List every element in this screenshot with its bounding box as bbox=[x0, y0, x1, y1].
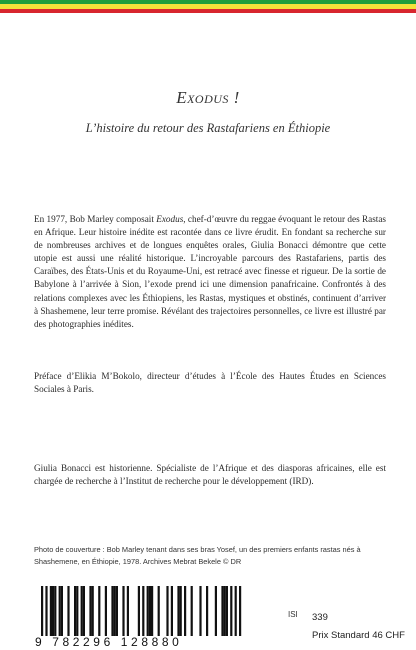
preface-paragraph: Préface d’Elikia M’Bokolo, directeur d’études à l’École des Hautes Études en Sciences Sociales à Paris. bbox=[34, 371, 386, 395]
barcode-bar bbox=[184, 586, 186, 636]
barcode-bar bbox=[76, 586, 78, 636]
red-stripe bbox=[0, 9, 416, 13]
barcode-bar bbox=[142, 586, 144, 636]
book-subtitle: L’histoire du retour des Rastafariens en Éthiopie bbox=[85, 121, 331, 135]
description-intro: En 1977, Bob Marley composait bbox=[34, 214, 157, 224]
barcode-bar bbox=[83, 586, 85, 636]
barcode-bar bbox=[235, 586, 237, 636]
barcode-bar bbox=[147, 586, 149, 636]
barcode-bar bbox=[127, 586, 129, 636]
price-label: Prix Standard 46 CHF bbox=[312, 630, 405, 641]
rasta-color-stripes bbox=[0, 0, 416, 13]
barcode-bar bbox=[191, 586, 193, 636]
price-code: 339 bbox=[312, 612, 328, 623]
barcode-bar bbox=[81, 586, 83, 636]
barcode-bar bbox=[61, 586, 63, 636]
barcode-bar bbox=[116, 586, 118, 636]
barcode-bar bbox=[151, 586, 153, 636]
barcode-bar bbox=[199, 586, 201, 636]
barcode-bar bbox=[177, 586, 179, 636]
barcode-bar bbox=[67, 586, 69, 636]
barcode-bar bbox=[111, 586, 113, 636]
author-bio: Giulia Bonacci est historienne. Spécialiste de l’Afrique et des diasporas africaines, elle est chargée de recherche à l’Institut de recherche pour le développement (IRD). bbox=[34, 463, 386, 487]
barcode-bars bbox=[35, 586, 247, 636]
barcode-bar bbox=[166, 586, 168, 636]
barcode-bar bbox=[171, 586, 173, 636]
description-rest: , chef-d’œuvre du reggae évoquant le retour des Rastas en Afrique. Leur histoire inédite est racontée dans ce livre érudit. En fondant sa recherche sur de nombreuses archives et de longues enquêtes orales, Giulia Bonacci démontre que cette utopie est aussi une réalité historique. L’incroyable parcours des Rastafariens, partis des Caraïbes, des États-Unis et du Royaume-Uni, est retracé avec finesse et rigueur. De la sortie de Babylone à l’arrivée à Sion, l’exode prend ici une dimension panafricaine. Confrontés à des relations complexes avec les Éthiopiens, les Rastas, mystiques et obstinés, continuent d’arriver à Shashemene, leur terre promise. Révélant des trajectoires personnelles, ce livre est illustré par des photographies inédites. bbox=[34, 214, 386, 329]
barcode-bar bbox=[45, 586, 47, 636]
barcode-bar bbox=[41, 586, 43, 636]
barcode-bar bbox=[89, 586, 91, 636]
price-sticker bbox=[307, 604, 416, 650]
barcode-bar bbox=[98, 586, 100, 636]
description-paragraph bbox=[34, 213, 386, 331]
barcode-bar bbox=[239, 586, 241, 636]
album-title: Exodus bbox=[156, 214, 184, 224]
barcode-bar bbox=[206, 586, 208, 636]
barcode-bar bbox=[105, 586, 107, 636]
barcode-bar bbox=[149, 586, 151, 636]
barcode-bar bbox=[114, 586, 116, 636]
isbn-label: ISI bbox=[288, 610, 298, 619]
isbn-barcode bbox=[35, 586, 247, 650]
barcode-bar bbox=[50, 586, 52, 636]
barcode-bar bbox=[122, 586, 124, 636]
barcode-bar bbox=[92, 586, 94, 636]
barcode-bar bbox=[180, 586, 182, 636]
barcode-bar bbox=[54, 586, 56, 636]
photo-credit: Photo de couverture : Bob Marley tenant dans ses bras Yosef, un des premiers enfants rastas nés à Shashemene, en Éthiopie, 1978. Archives Mebrat Bekele © DR bbox=[34, 545, 361, 566]
barcode-bar bbox=[215, 586, 217, 636]
barcode-bar bbox=[226, 586, 228, 636]
barcode-digits: 9 782296 128880 bbox=[35, 635, 183, 649]
book-title: Exodus ! bbox=[176, 88, 240, 107]
barcode-bar bbox=[221, 586, 223, 636]
barcode-bar bbox=[224, 586, 226, 636]
barcode-bar bbox=[138, 586, 140, 636]
barcode-bar bbox=[158, 586, 160, 636]
barcode-bar bbox=[59, 586, 61, 636]
barcode-bar bbox=[74, 586, 76, 636]
barcode-bar bbox=[230, 586, 232, 636]
barcode-bar bbox=[52, 586, 54, 636]
